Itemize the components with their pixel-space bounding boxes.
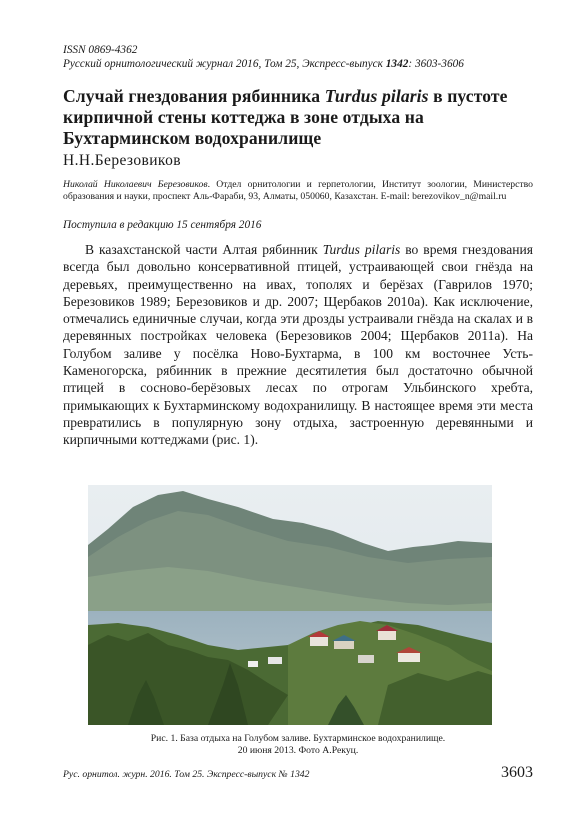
affiliation-name: Николай Николаевич Березовиков [63,179,208,190]
received-date: Поступила в редакцию 15 сентября 2016 [63,219,262,231]
journal-citation: Русский орнитологический журнал 2016, Том 25, Экспресс-выпуск 1342: 3603-3606 [63,57,464,70]
article-title: Случай гнездования рябинника Turdus pilaris в пустоте кирпичной стены коттеджа в зоне отдыха на Бухтарминском водохранилище [63,86,508,148]
page-number: 3603 [501,764,533,781]
species-name: Turdus pilaris [322,242,401,257]
footer-citation: Рус. орнитол. журн. 2016. Том 25. Экспресс-выпуск № 1342 [63,769,310,780]
landscape-photo [88,485,492,725]
author-name: Н.Н.Березовиков [63,152,181,169]
journal-header [63,44,533,71]
figure-photo [88,485,492,725]
figure-caption: Рис. 1. База отдыха на Голубом заливе. Бухтарминское водохранилище. 20 июня 2013. Фото А.Рекуц. [150,733,446,757]
issue-number: 1342 [385,57,409,70]
species-name: Turdus pilaris [324,86,429,106]
issn: ISSN 0869-4362 [63,44,138,56]
paragraph: В казахстанской части Алтая рябинник Turdus pilaris во время гнездования всегда был довольно консервативной птицей, устраивающей свои гнёзда на деревьях, преимущественно на ивах, тополях и берёзах (Гаврилов 1970; Березовиков 1989; Березовиков и др. 2007; Щербаков 2010а). Как исключение, отмечались единичные случаи, когда эти дрозды устраивали гнёзда на скалах и в деревянных постройках человека (Березовиков 2004; Щербаков 2011а). На Голубом заливе у посёлка Ново-Бухтарма, в 100 км восточнее Усть-Каменогорска, рябинник в прежние десятилетия был достаточно обычной птицей в сосново-берёзовых лесах по отрогам Ульбинского хребта, примыкающих к Бухтарминскому водохранилищу. В настоящее время эти места превратились в популярную зону отдыха, застроенную деревянными и кирпичными коттеджами (рис. 1). [63,242,533,448]
article-body [63,241,533,449]
author-affiliation: Николай Николаевич Березовиков. Отдел орнитологии и герпетологии, Институт зоологии, Министерство образования и науки, проспект Аль-Фараби, 93, Алматы, 050060, Казахстан. E-mail: berezovikov_n@mail.ru [63,179,533,203]
